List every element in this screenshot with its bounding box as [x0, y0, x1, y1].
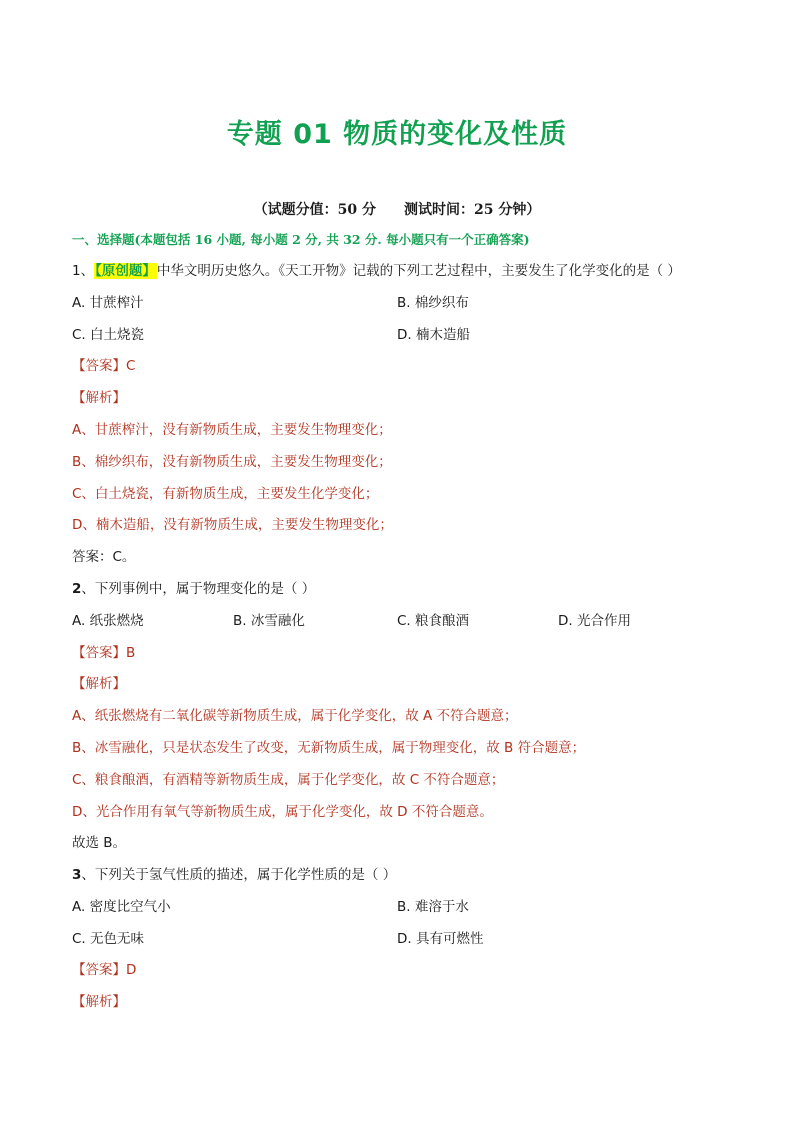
test-meta	[0, 199, 794, 219]
original-tag: 【原创题】	[95, 263, 156, 279]
q2-analysis-a: A、纸张燃烧有二氧化碳等新物质生成，属于化学变化，故 A 不符合题意；	[72, 708, 518, 724]
time-info: 测试时间：25 分钟）	[404, 202, 541, 218]
q3-option-b: B. 难溶于水	[397, 899, 469, 915]
question-number: 3	[72, 867, 82, 883]
section-heading: 一、选择题(本题包括 16 小题, 每小题 2 分, 共 32 分. 每小题只有一个正确答案)	[72, 232, 530, 247]
question-text: 中华文明历史悠久。《天工开物》记载的下列工艺过程中，主要发生了化学变化的是（ ）	[156, 263, 681, 279]
q2-option-d: D. 光合作用	[558, 613, 631, 629]
q2-analysis-c: C、粮食酿酒，有酒精等新物质生成，属于化学变化，故 C 不符合题意；	[72, 772, 505, 788]
question-text: 、下列关于氢气性质的描述，属于化学性质的是（ ）	[81, 867, 397, 883]
q3-option-a: A. 密度比空气小	[72, 899, 171, 915]
q1-analysis-c: C、白土烧瓷，有新物质生成，主要发生化学变化；	[72, 486, 379, 502]
q1-option-b: B. 棉纱织布	[397, 295, 469, 311]
document-title: 专题 01 物质的变化及性质	[226, 119, 568, 150]
q1-analysis-a: A、甘蔗榨汁，没有新物质生成，主要发生物理变化；	[72, 422, 392, 438]
q3-option-d: D. 具有可燃性	[397, 931, 484, 947]
q3-analysis-label: 【解析】	[72, 994, 126, 1010]
q2-option-b: B. 冰雪融化	[233, 613, 305, 629]
question-1-stem	[72, 262, 681, 280]
q1-conclusion: 答案：C。	[72, 549, 136, 565]
question-number: 2	[72, 581, 82, 597]
q3-answer: 【答案】D	[72, 962, 137, 978]
q1-analysis-label: 【解析】	[72, 390, 126, 406]
q2-option-c: C. 粮食酿酒	[397, 613, 470, 629]
q2-option-a: A. 纸张燃烧	[72, 613, 144, 629]
score-info: （试题分值：50 分	[253, 202, 376, 218]
q2-analysis-label: 【解析】	[72, 676, 126, 692]
q1-analysis-d: D、楠木造船，没有新物质生成，主要发生物理变化；	[72, 517, 393, 533]
q1-answer: 【答案】C	[72, 358, 136, 374]
q1-analysis-b: B、棉纱织布，没有新物质生成，主要发生物理变化；	[72, 454, 392, 470]
q2-conclusion: 故选 B。	[72, 835, 127, 851]
q2-answer: 【答案】B	[72, 645, 136, 661]
q1-option-a: A. 甘蔗榨汁	[72, 295, 144, 311]
question-2-stem	[72, 580, 315, 598]
q3-option-c: C. 无色无味	[72, 931, 145, 947]
q2-analysis-d: D、光合作用有氧气等新物质生成，属于化学变化，故 D 不符合题意。	[72, 804, 493, 820]
q1-option-c: C. 白土烧瓷	[72, 327, 145, 343]
q2-analysis-b: B、冰雪融化，只是状态发生了改变，无新物质生成，属于物理变化，故 B 符合题意；	[72, 740, 586, 756]
question-3-stem	[72, 866, 396, 884]
question-number: 1、	[72, 263, 95, 279]
question-text: 、下列事例中，属于物理变化的是（ ）	[81, 581, 316, 597]
q1-option-d: D. 楠木造船	[397, 327, 470, 343]
